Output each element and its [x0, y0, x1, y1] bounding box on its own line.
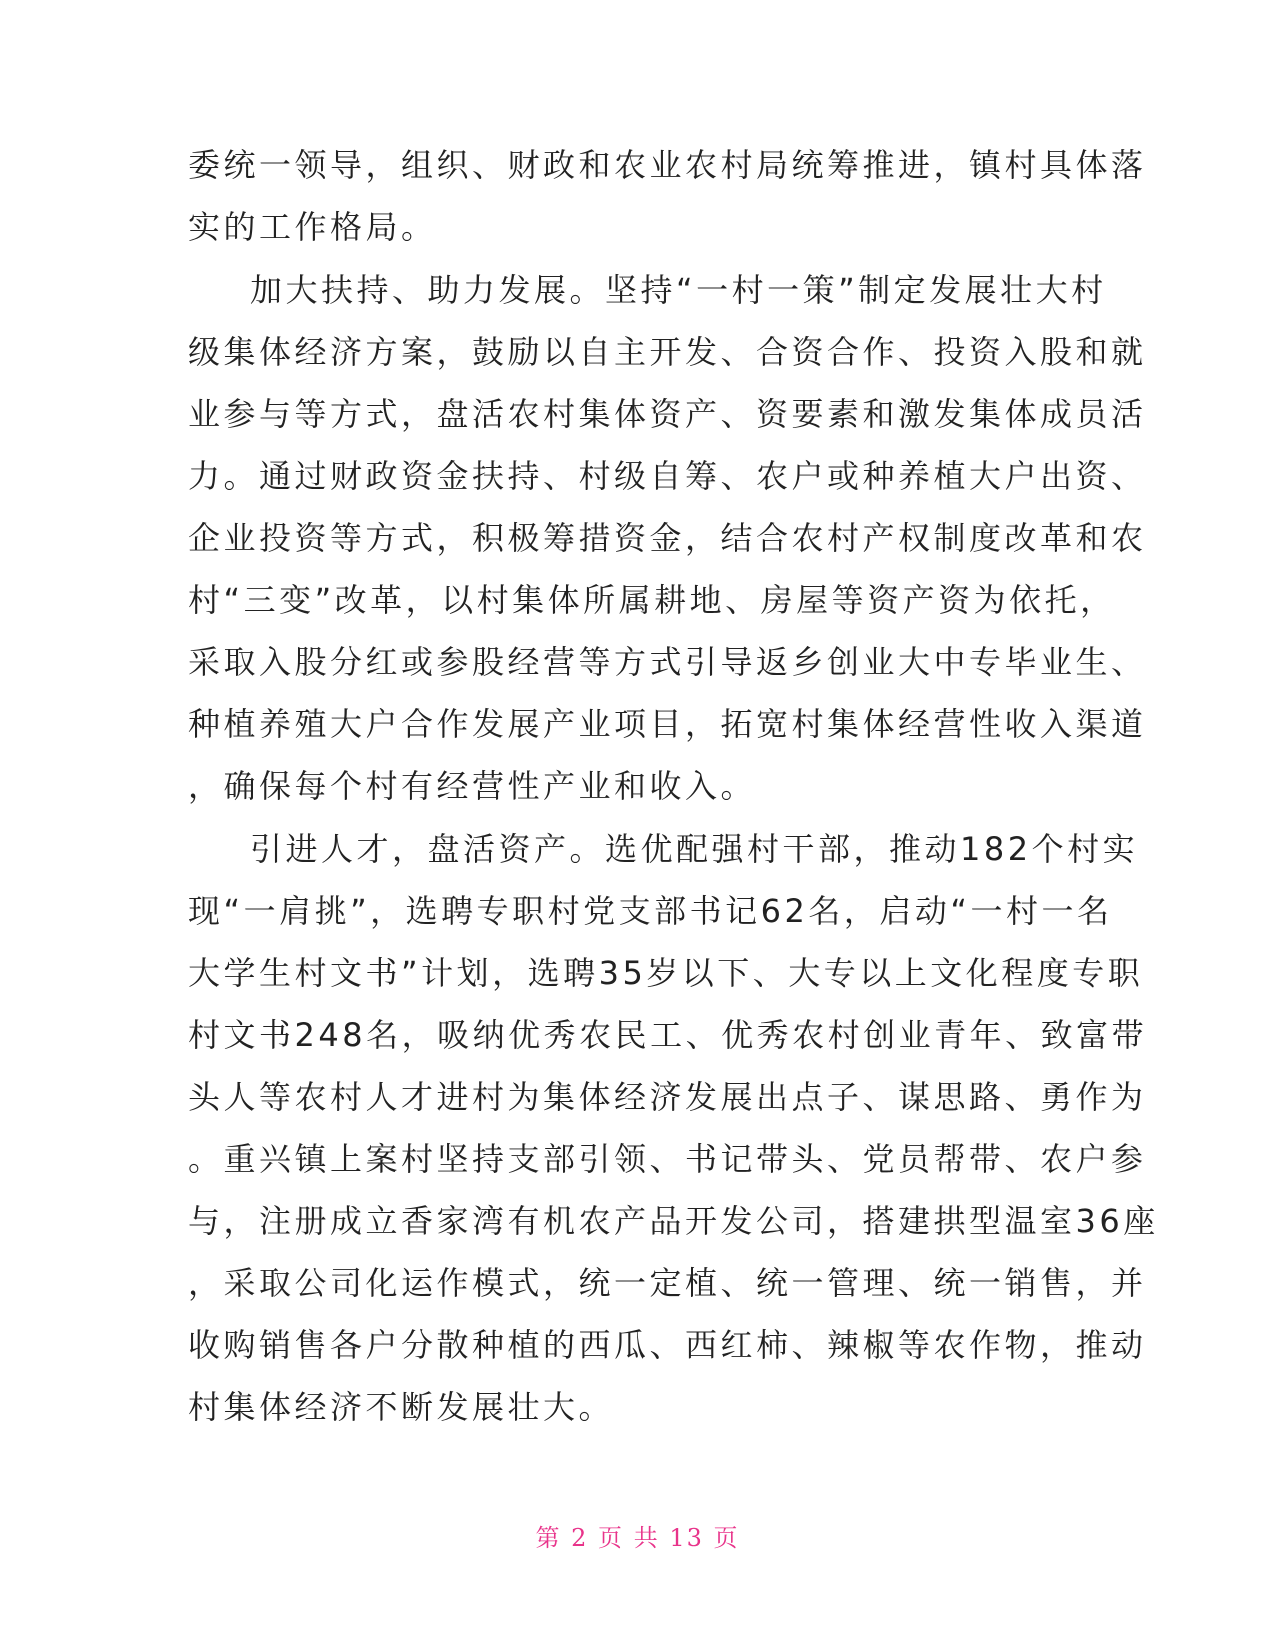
paragraph-3-line-4: 村文书248名，吸纳优秀农民工、优秀农村创业青年、致富带 [188, 1016, 1148, 1054]
footer-page-word: 页 [598, 1524, 625, 1552]
page-number-footer [0, 1518, 1275, 1553]
paragraph-2-line-3: 业参与等方式，盘活农村集体资产、资要素和激发集体成员活 [188, 395, 1147, 433]
paragraph-3-line-1: 引进人才，盘活资产。选优配强村干部，推动182个村实 [250, 830, 1139, 868]
footer-prefix: 第 [535, 1524, 562, 1552]
footer-total-pages: 13 [669, 1524, 704, 1552]
paragraph-2-line-5: 企业投资等方式，积极筹措资金，结合农村产权制度改革和农 [188, 519, 1147, 557]
footer-suffix: 页 [713, 1524, 740, 1552]
paragraph-2-line-9: ，确保每个村有经营性产业和收入。 [188, 767, 757, 805]
paragraph-3-line-10: 村集体经济不断发展壮大。 [188, 1388, 615, 1426]
paragraph-2-line-4: 力。通过财政资金扶持、村级自筹、农户或种养植大户出资、 [188, 457, 1147, 495]
paragraph-3-line-6: 。重兴镇上案村坚持支部引领、书记带头、党员帮带、农户参 [188, 1140, 1147, 1178]
paragraph-3-line-5: 头人等农村人才进村为集体经济发展出点子、谋思路、勇作为 [188, 1078, 1147, 1116]
paragraph-3-line-3: 大学生村文书”计划，选聘35岁以下、大专以上文化程度专职 [188, 954, 1144, 992]
paragraph-3-line-9: 收购销售各户分散种植的西瓜、西红柿、辣椒等农作物，推动 [188, 1326, 1147, 1364]
footer-current-page: 2 [571, 1524, 589, 1552]
paragraph-3-line-8: ，采取公司化运作模式，统一定植、统一管理、统一销售，并 [188, 1264, 1147, 1302]
paragraph-3-line-7: 与，注册成立香家湾有机农产品开发公司，搭建拱型温室36座 [188, 1202, 1159, 1240]
paragraph-2-line-7: 采取入股分红或参股经营等方式引导返乡创业大中专毕业生、 [188, 643, 1147, 681]
paragraph-1-line-2: 实的工作格局。 [188, 208, 437, 246]
paragraph-3-line-2: 现“一肩挑”，选聘专职村党支部书记62名，启动“一村一名 [188, 892, 1113, 930]
paragraph-2-line-6: 村“三变”改革，以村集体所属耕地、房屋等资产资为依托， [188, 581, 1116, 619]
paragraph-2-line-2: 级集体经济方案，鼓励以自主开发、合资合作、投资入股和就 [188, 333, 1147, 371]
paragraph-1-line-1: 委统一领导，组织、财政和农业农村局统筹推进，镇村具体落 [188, 146, 1147, 184]
paragraph-2-line-8: 种植养殖大户合作发展产业项目，拓宽村集体经营性收入渠道 [188, 705, 1147, 743]
footer-total-prefix: 共 [633, 1524, 660, 1552]
paragraph-2-line-1: 加大扶持、助力发展。坚持“一村一策”制定发展壮大村 [250, 271, 1107, 309]
